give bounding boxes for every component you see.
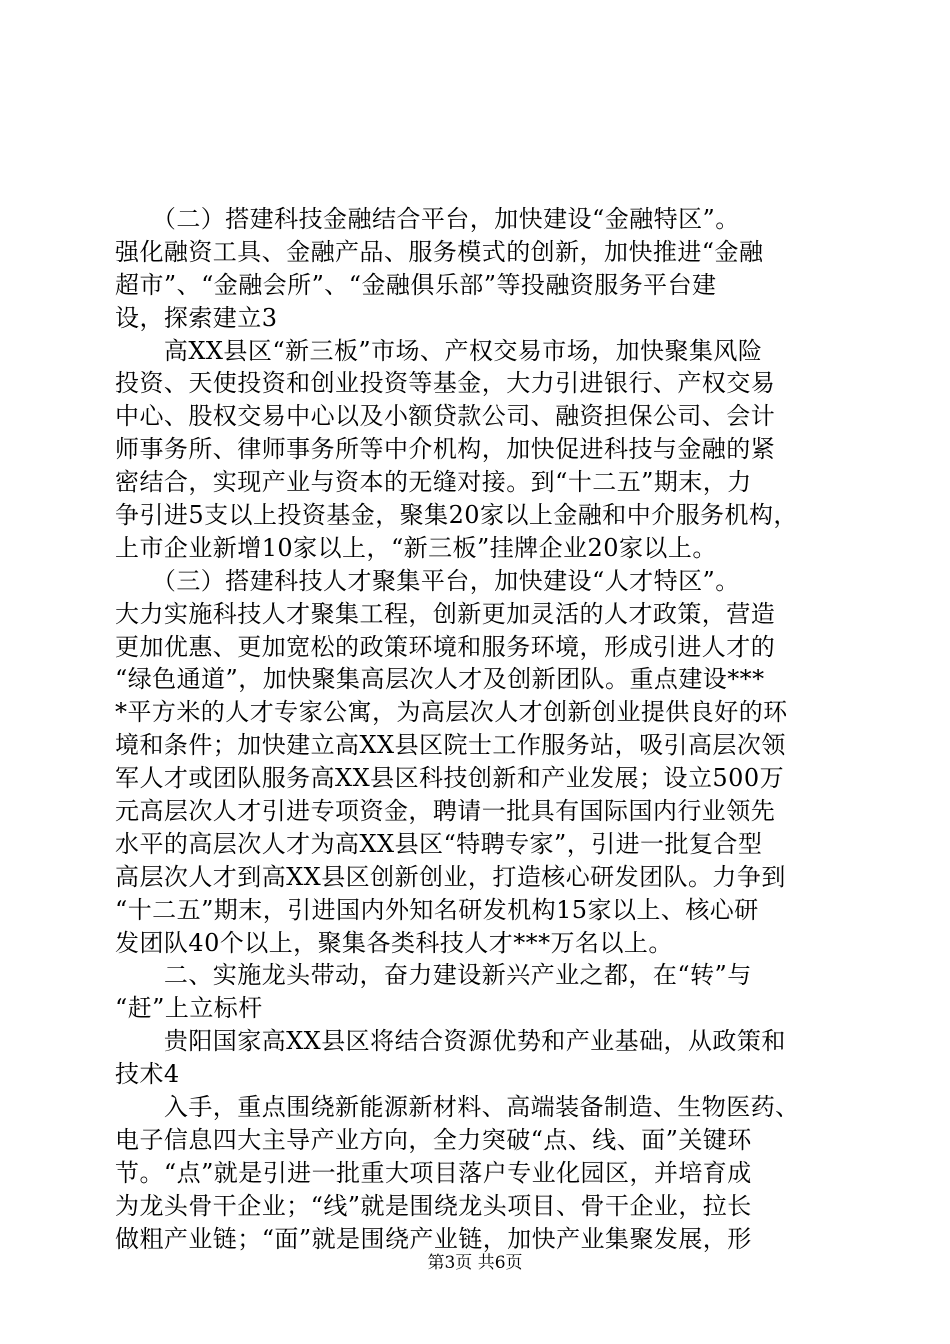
text-line: 发团队40个以上，聚集各类科技人才***万名以上。	[115, 928, 673, 957]
text-line: 贵阳国家高XX县区将结合资源优势和产业基础，从政策和	[115, 1027, 786, 1056]
text-line: 更加优惠、更加宽松的政策环境和服务环境，形成引进人才的	[115, 632, 776, 661]
text-line: 军人才或团队服务高XX县区科技创新和产业发展；设立500万	[115, 764, 785, 793]
text-line: 水平的高层次人才为高XX县区“特聘专家”，引进一批复合型	[115, 829, 763, 858]
text-line: 节。“点”就是引进一批重大项目落户专业化园区，并培育成	[115, 1158, 752, 1187]
text-line: “赶”上立标杆	[115, 994, 263, 1023]
text-line: （二）搭建科技金融结合平台，加快建设“金融特区”。	[115, 205, 740, 233]
text-line: 为龙头骨干企业；“线”就是围绕龙头项目、骨干企业，拉长	[115, 1191, 752, 1220]
text-line: 争引进5支以上投资基金，聚集20家以上金融和中介服务机构，	[115, 501, 798, 530]
text-line: “十二五”期末，引进国内外知名研发机构15家以上、核心研	[115, 895, 759, 924]
text-line: 大力实施科技人才聚集工程，创新更加灵活的人才政策，营造	[115, 599, 776, 628]
text-line: 投资、天使投资和创业投资等基金，大力引进银行、产权交易	[115, 369, 776, 398]
text-line: 超市”、“金融会所”、“金融俱乐部”等投融资服务平台建	[115, 270, 717, 299]
text-line: 电子信息四大主导产业方向，全力突破“点、线、面”关键环	[115, 1125, 752, 1154]
text-line: 入手，重点围绕新能源新材料、高端装备制造、生物医药、	[115, 1093, 800, 1122]
text-line: （三）搭建科技人才聚集平台，加快建设“人才特区”。	[115, 566, 740, 595]
text-line: 密结合，实现产业与资本的无缝对接。到“十二五”期末，力	[115, 468, 752, 497]
text-line: 高层次人才到高XX县区创新创业，打造核心研发团队。力争到	[115, 862, 786, 891]
text-line: “绿色通道”，加快聚集高层次人才及创新团队。重点建设***	[115, 665, 765, 694]
text-line: 上市企业新增10家以上，“新三板”挂牌企业20家以上。	[115, 533, 717, 562]
text-line: 师事务所、律师事务所等中介机构，加快促进科技与金融的紧	[115, 435, 776, 464]
text-line: 中心、股权交易中心以及小额贷款公司、融资担保公司、会计	[115, 402, 776, 431]
text-line: 设，探索建立3	[115, 303, 278, 332]
text-line: 强化融资工具、金融产品、服务模式的创新，加快推进“金融	[115, 237, 764, 266]
body-text	[115, 203, 840, 1256]
text-line: 做粗产业链；“面”就是围绕产业链，加快产业集聚发展，形	[115, 1224, 752, 1253]
text-line: *平方米的人才专家公寓，为高层次人才创新创业提供良好的环	[115, 698, 788, 727]
text-line: 高XX县区“新三板”市场、产权交易市场，加快聚集风险	[115, 336, 763, 365]
text-line: 二、实施龙头带动，奋力建设新兴产业之都，在“转”与	[115, 961, 752, 990]
text-line: 技术4	[115, 1060, 180, 1089]
text-line: 元高层次人才引进专项资金，聘请一批具有国际国内行业领先	[115, 797, 776, 826]
page-footer: 第3页 共6页	[427, 1253, 523, 1273]
text-line: 境和条件；加快建立高XX县区院士工作服务站，吸引高层次领	[115, 731, 786, 760]
